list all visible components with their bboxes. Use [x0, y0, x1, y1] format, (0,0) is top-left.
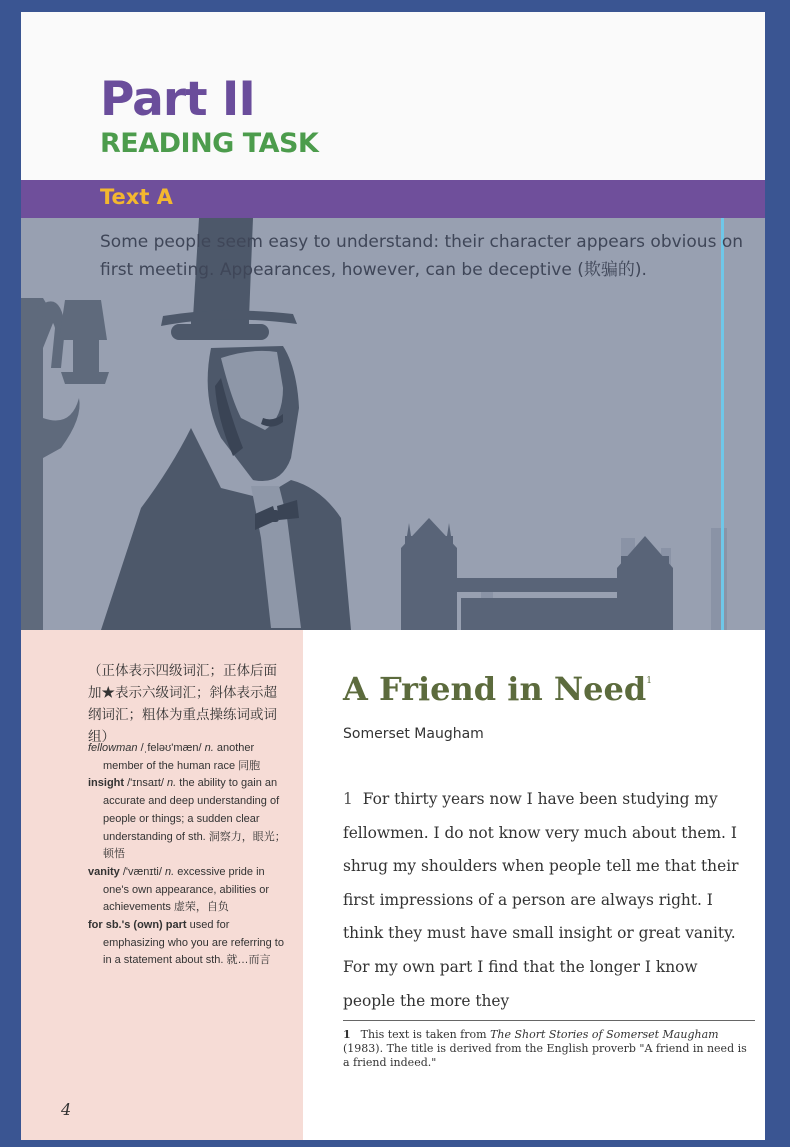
glossary-phonetic: /'ɪnsaɪt/ [127, 777, 164, 790]
glossary-definition: another member of the human race 同胞 [103, 742, 261, 772]
glossary-headword: vanity [88, 865, 120, 878]
textbook-page [21, 12, 765, 1140]
story-column [303, 630, 765, 1140]
glossary-definition: used for emphasizing who you are referring to in a statement about sth. 就…而言 [103, 919, 284, 967]
glossary-entry [88, 917, 293, 970]
glossary-entry [88, 775, 293, 864]
vocabulary-key-note: （正体表示四级词汇；正体后面加★表示六级词汇；斜体表示超纲词汇；粗体为重点操练词或词组） [88, 663, 277, 745]
illustration-panel [21, 218, 765, 630]
glossary-headword: insight [88, 777, 125, 790]
story-title-text: A Friend in Need [343, 670, 647, 708]
footnote-book-title: The Short Stories of Somerset Maugham [490, 1028, 719, 1041]
glossary-headword: for sb.'s (own) part [88, 919, 187, 932]
story-paragraph [343, 783, 753, 1018]
footnote-text-after: (1983). The title is derived from the English proverb "A friend in need is a friend indeed." [343, 1042, 747, 1069]
glossary-entry [88, 740, 293, 775]
part-title: Part II [100, 72, 255, 127]
glossary [88, 740, 293, 970]
glossary-phonetic: /'vænɪti/ [122, 865, 162, 878]
footnote-number: 1 [343, 1028, 351, 1041]
paragraph-text: For thirty years now I have been studying my fellowmen. I do not know very much about them. I shrug my shoulders when people tell me that their first impressions of a person are always right. I think they must have small insight or great vanity. For my own part I find that the longer I know people the more they [343, 790, 739, 1010]
glossary-definition: excessive pride in one's own appearance, abilities or achievements 虚荣，自负 [103, 865, 269, 914]
footnote-text-before: This text is taken from [360, 1028, 491, 1041]
glossary-pos: n. [164, 865, 175, 878]
glossary-definition: the ability to gain an accurate and deep understanding of people or things; a sudden clear understanding of sth. 洞察力，眼光；顿悟 [103, 777, 286, 861]
footnote [343, 1028, 755, 1070]
glossary-pos: n. [167, 777, 177, 790]
section-title: READING TASK [100, 128, 319, 159]
author-name: Somerset Maugham [343, 726, 484, 742]
vocabulary-sidebar [21, 630, 303, 1140]
text-label: Text A [100, 185, 173, 209]
footnote-divider [343, 1020, 755, 1021]
paragraph-number: 1 [343, 790, 353, 808]
text-label-band [21, 180, 765, 218]
story-title [343, 670, 652, 708]
glossary-phonetic: /ˌfeləʊ'mæn/ [140, 742, 202, 754]
glossary-entry [88, 864, 293, 917]
intro-text: Some people seem easy to understand: their character appears obvious on first meeting. Appearances, however, can be deceptive (欺骗的). [100, 232, 744, 280]
glossary-headword: fellowman [88, 742, 138, 754]
footnote-marker: 1 [646, 676, 652, 686]
page-number: 4 [61, 1100, 72, 1119]
glossary-pos: n. [204, 742, 214, 754]
